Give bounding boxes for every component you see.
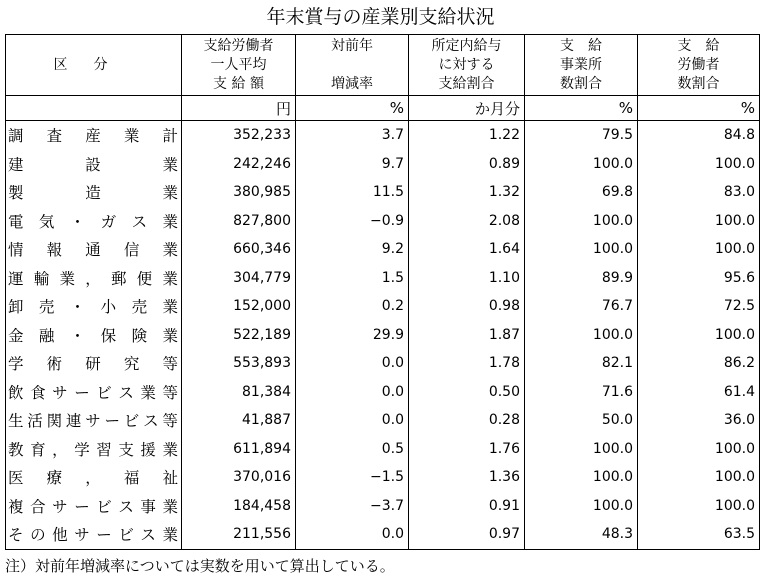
average-bonus-amount: 611,894	[182, 435, 296, 464]
industry-name-text: そ の 他 サ ー ビ ス 業	[8, 526, 178, 545]
months-ratio: 0.97	[409, 520, 525, 549]
industry-name-text: 卸 売 ・ 小 売 業	[8, 298, 178, 317]
establishment-ratio: 100.0	[525, 235, 638, 264]
average-bonus-amount: 553,893	[182, 349, 296, 378]
worker-ratio: 72.5	[638, 292, 760, 321]
table-row	[6, 406, 760, 435]
establishment-ratio: 79.5	[525, 121, 638, 150]
industry-name-text: 調 査 産 業 計	[8, 127, 178, 146]
industry-name	[6, 292, 182, 321]
worker-ratio: 100.0	[638, 321, 760, 350]
establishment-ratio: 100.0	[525, 463, 638, 492]
page-title: 年末賞与の産業別支給状況	[266, 6, 495, 28]
months-ratio: 0.50	[409, 378, 525, 407]
yoy-change: 9.2	[296, 235, 409, 264]
months-ratio: 1.76	[409, 435, 525, 464]
industry-name-text: 生 活 関 連 サ ー ビ ス 等	[8, 412, 178, 431]
worker-ratio: 100.0	[638, 207, 760, 236]
footnote: 注）対前年増減率については実数を用いて算出している。	[5, 557, 395, 575]
table-row	[6, 435, 760, 464]
industry-name	[6, 178, 182, 207]
establishment-ratio: 69.8	[525, 178, 638, 207]
unit-percent: %	[525, 96, 638, 121]
establishment-ratio: 100.0	[525, 321, 638, 350]
yoy-change: 1.5	[296, 264, 409, 293]
average-bonus-amount: 380,985	[182, 178, 296, 207]
months-ratio: 1.10	[409, 264, 525, 293]
yoy-change: −3.7	[296, 492, 409, 521]
months-ratio: 0.91	[409, 492, 525, 521]
average-bonus-amount: 370,016	[182, 463, 296, 492]
establishment-ratio: 89.9	[525, 264, 638, 293]
months-ratio: 0.89	[409, 150, 525, 179]
table-row	[6, 207, 760, 236]
months-ratio: 1.78	[409, 349, 525, 378]
months-ratio: 1.22	[409, 121, 525, 150]
average-bonus-amount: 184,458	[182, 492, 296, 521]
industry-name-text: 金 融 ・ 保 険 業	[8, 326, 178, 345]
industry-name	[6, 492, 182, 521]
industry-name	[6, 435, 182, 464]
header-change: 対前年 増減率	[296, 35, 409, 96]
worker-ratio: 36.0	[638, 406, 760, 435]
industry-name	[6, 121, 182, 150]
yoy-change: 0.2	[296, 292, 409, 321]
worker-ratio: 84.8	[638, 121, 760, 150]
average-bonus-amount: 522,189	[182, 321, 296, 350]
worker-ratio: 86.2	[638, 349, 760, 378]
worker-ratio: 83.0	[638, 178, 760, 207]
bonus-table	[5, 34, 760, 550]
industry-name	[6, 520, 182, 549]
establishment-ratio: 100.0	[525, 492, 638, 521]
table-row	[6, 463, 760, 492]
industry-name-text: 教 育 ， 学 習 支 援 業	[8, 440, 178, 459]
yoy-change: 3.7	[296, 121, 409, 150]
worker-ratio: 95.6	[638, 264, 760, 293]
average-bonus-amount: 352,233	[182, 121, 296, 150]
industry-name	[6, 264, 182, 293]
yoy-change: 9.7	[296, 150, 409, 179]
industry-name-text: 医 療 ， 福 祉	[8, 469, 178, 488]
months-ratio: 1.32	[409, 178, 525, 207]
header-worker: 支 給 労働者 数割合	[638, 35, 760, 96]
months-ratio: 1.87	[409, 321, 525, 350]
table-row	[6, 178, 760, 207]
industry-name	[6, 463, 182, 492]
establishment-ratio: 100.0	[525, 435, 638, 464]
months-ratio: 0.28	[409, 406, 525, 435]
yoy-change: 0.0	[296, 378, 409, 407]
average-bonus-amount: 660,346	[182, 235, 296, 264]
establishment-ratio: 82.1	[525, 349, 638, 378]
header-establishment: 支 給 事業所 数割合	[525, 35, 638, 96]
industry-name-text: 複 合 サ ー ビ ス 事 業	[8, 497, 178, 516]
yoy-change: 11.5	[296, 178, 409, 207]
industry-name-text: 学 術 研 究 等	[8, 355, 178, 374]
units-blank	[6, 96, 182, 121]
yoy-change: 0.0	[296, 349, 409, 378]
industry-name-text: 運 輸 業 ， 郵 便 業	[8, 269, 178, 288]
header-ratio: 所定内給与 に対する 支給割合	[409, 35, 525, 96]
months-ratio: 1.36	[409, 463, 525, 492]
industry-name-text: 電 気 ・ ガ ス 業	[8, 212, 178, 231]
table-row	[6, 378, 760, 407]
establishment-ratio: 50.0	[525, 406, 638, 435]
worker-ratio: 100.0	[638, 492, 760, 521]
months-ratio: 0.98	[409, 292, 525, 321]
average-bonus-amount: 827,800	[182, 207, 296, 236]
unit-months: か月分	[409, 96, 525, 121]
months-ratio: 1.64	[409, 235, 525, 264]
industry-name	[6, 207, 182, 236]
table-row	[6, 235, 760, 264]
units-row	[6, 96, 760, 121]
average-bonus-amount: 152,000	[182, 292, 296, 321]
yoy-change: −1.5	[296, 463, 409, 492]
industry-name-text: 建 設 業	[8, 155, 178, 174]
average-bonus-amount: 211,556	[182, 520, 296, 549]
industry-name	[6, 235, 182, 264]
header-amount: 支給労働者 一人平均 支 給 額	[182, 35, 296, 96]
unit-percent: %	[296, 96, 409, 121]
worker-ratio: 100.0	[638, 463, 760, 492]
yoy-change: 0.0	[296, 520, 409, 549]
unit-yen: 円	[182, 96, 296, 121]
yoy-change: 0.0	[296, 406, 409, 435]
table-row	[6, 349, 760, 378]
average-bonus-amount: 304,779	[182, 264, 296, 293]
table-row	[6, 492, 760, 521]
industry-name	[6, 378, 182, 407]
establishment-ratio: 100.0	[525, 150, 638, 179]
average-bonus-amount: 81,384	[182, 378, 296, 407]
industry-name-text: 情 報 通 信 業	[8, 241, 178, 260]
establishment-ratio: 48.3	[525, 520, 638, 549]
worker-ratio: 63.5	[638, 520, 760, 549]
table-row	[6, 520, 760, 549]
months-ratio: 2.08	[409, 207, 525, 236]
industry-name	[6, 321, 182, 350]
establishment-ratio: 71.6	[525, 378, 638, 407]
industry-name	[6, 349, 182, 378]
industry-name	[6, 406, 182, 435]
table-row	[6, 150, 760, 179]
establishment-ratio: 100.0	[525, 207, 638, 236]
industry-name-text: 製 造 業	[8, 184, 178, 203]
table-row	[6, 264, 760, 293]
yoy-change: −0.9	[296, 207, 409, 236]
unit-percent: %	[638, 96, 760, 121]
table-row	[6, 292, 760, 321]
worker-ratio: 100.0	[638, 435, 760, 464]
average-bonus-amount: 242,246	[182, 150, 296, 179]
header-kubun: 区分	[6, 35, 182, 96]
establishment-ratio: 76.7	[525, 292, 638, 321]
table-row	[6, 321, 760, 350]
yoy-change: 29.9	[296, 321, 409, 350]
industry-name	[6, 150, 182, 179]
worker-ratio: 100.0	[638, 235, 760, 264]
industry-name-text: 飲 食 サ ー ビ ス 業 等	[8, 383, 178, 402]
yoy-change: 0.5	[296, 435, 409, 464]
average-bonus-amount: 41,887	[182, 406, 296, 435]
worker-ratio: 100.0	[638, 150, 760, 179]
worker-ratio: 61.4	[638, 378, 760, 407]
table-row	[6, 121, 760, 150]
